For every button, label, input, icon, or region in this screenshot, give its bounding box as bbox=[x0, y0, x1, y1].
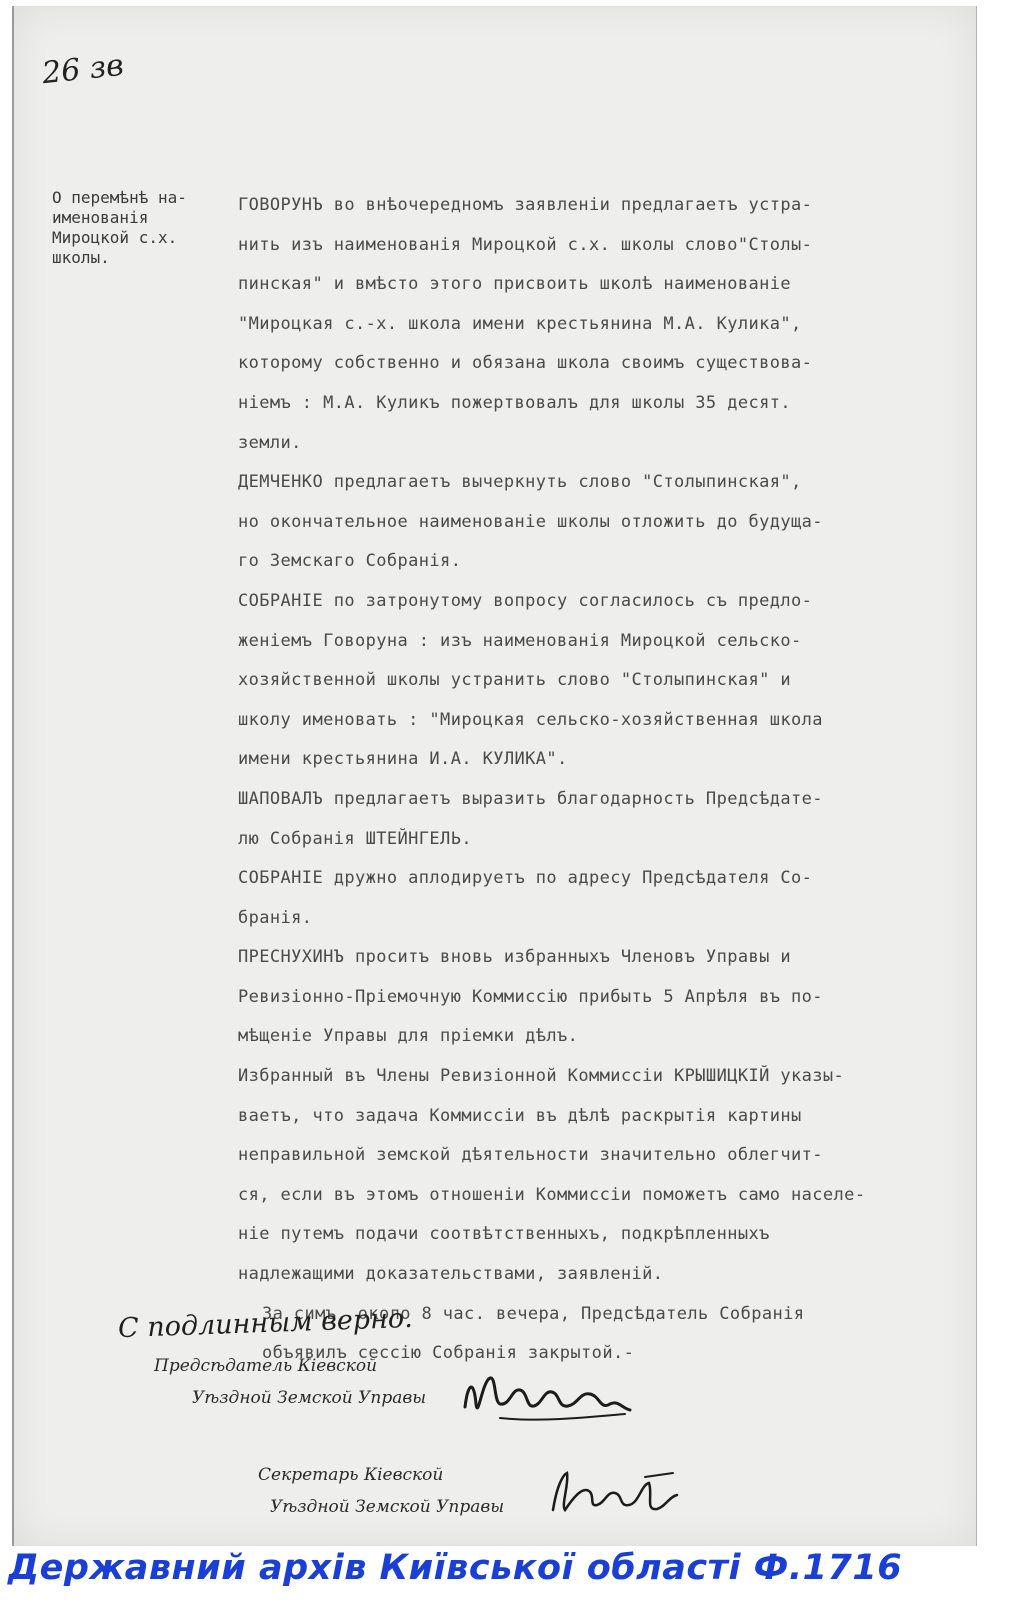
body-line: СОБРАНІЕ по затронутому вопросу согласилось съ предло- bbox=[238, 590, 813, 611]
body-line: которому собственно и обязана школа своимъ существова- bbox=[238, 353, 813, 374]
body-line: имени крестьянина И.А. КУЛИКА". bbox=[238, 749, 568, 770]
body-line: неправильной земской дѣятельности значительно облегчит- bbox=[238, 1145, 823, 1166]
body-line: хозяйственной школы устранить слово "Столыпинская" и bbox=[238, 670, 792, 691]
certification-note: С подлинным верно. bbox=[117, 1302, 414, 1345]
body-line: но окончательное наименованіе школы отложить до будуща- bbox=[238, 511, 823, 532]
body-line: го Земскаго Собранія. bbox=[238, 551, 462, 572]
chair-stamp-line-2: Уѣздной Земской Управы bbox=[192, 1388, 427, 1408]
margin-note: О перемѣнѣ на- именованія Мироцкой с.х. школы. bbox=[52, 188, 187, 267]
body-line: ПРЕСНУХИНЪ проситъ вновь избранныхъ Членовъ Управы и bbox=[238, 947, 792, 968]
archive-caption: Державний архів Київської області Ф.1716 bbox=[8, 1548, 903, 1588]
body-line: мѣщеніе Управы для пріемки дѣлъ. bbox=[238, 1026, 579, 1047]
body-line: ГОВОРУНЪ во внѣочередномъ заявленіи предлагаетъ устра- bbox=[238, 195, 813, 215]
body-line: ся, если въ этомъ отношеніи Коммиссіи поможетъ само населе- bbox=[238, 1184, 866, 1205]
body-line: Ревизіонно-Пріемочную Коммиссію прибыть 5 Апрѣля въ по- bbox=[238, 986, 823, 1007]
body-line: ніемъ : М.А. Куликъ пожертвовалъ для школы 35 десят. bbox=[238, 392, 792, 413]
secretary-signature bbox=[545, 1455, 685, 1525]
body-line: За симъ, около 8 час. вечера, Предсѣдатель Собранія bbox=[262, 1303, 805, 1324]
chair-signature bbox=[460, 1352, 640, 1432]
body-line: пинская" и вмѣсто этого присвоить школѣ наименованіе bbox=[238, 274, 792, 295]
body-line: ДЕМЧЕНКО предлагаетъ вычеркнуть слово "Столыпинская", bbox=[238, 472, 802, 493]
page-number: 26 зв bbox=[40, 47, 126, 92]
body-line: ШАПОВАЛЪ предлагаетъ выразить благодарность Предсѣдате- bbox=[238, 788, 823, 809]
body-line: школу именовать : "Мироцкая сельско-хозяйственная школа bbox=[238, 709, 823, 730]
body-line: "Мироцкая с.-х. школа имени крестьянина М.А. Кулика", bbox=[238, 313, 802, 334]
body-line: СОБРАНІЕ дружно аплодируетъ по адресу Предсѣдателя Со- bbox=[238, 868, 813, 889]
body-line: объявилъ сессію Собранія закрытой.- bbox=[262, 1343, 635, 1364]
body-line: лю Собранія ШТЕЙНГЕЛЬ. bbox=[238, 828, 472, 849]
chair-stamp-line-1: Предсѣдатель Кіевской bbox=[154, 1356, 378, 1376]
body-line: земли. bbox=[238, 432, 302, 453]
secretary-stamp-line-2: Уѣздной Земской Управы bbox=[270, 1497, 505, 1517]
body-line: надлежащими доказательствами, заявленій. bbox=[238, 1264, 664, 1285]
body-line: ваетъ, что задача Коммиссіи въ дѣлѣ раскрытія картины bbox=[238, 1105, 802, 1126]
body-line: ніе путемъ подачи соотвѣтственныхъ, подкрѣпленныхъ bbox=[238, 1224, 770, 1245]
secretary-stamp-line-1: Секретарь Кіевской bbox=[258, 1465, 444, 1485]
typed-body bbox=[238, 186, 968, 1374]
body-line: бранія. bbox=[238, 907, 313, 928]
body-line: Избранный въ Члены Ревизіонной Коммиссіи КРЫШИЦКІЙ указы- bbox=[238, 1066, 845, 1087]
body-line: нить изъ наименованія Мироцкой с.х. школы слово"Столы- bbox=[238, 234, 813, 255]
body-line: женіемъ Говоруна : изъ наименованія Мироцкой сельско- bbox=[238, 630, 802, 651]
